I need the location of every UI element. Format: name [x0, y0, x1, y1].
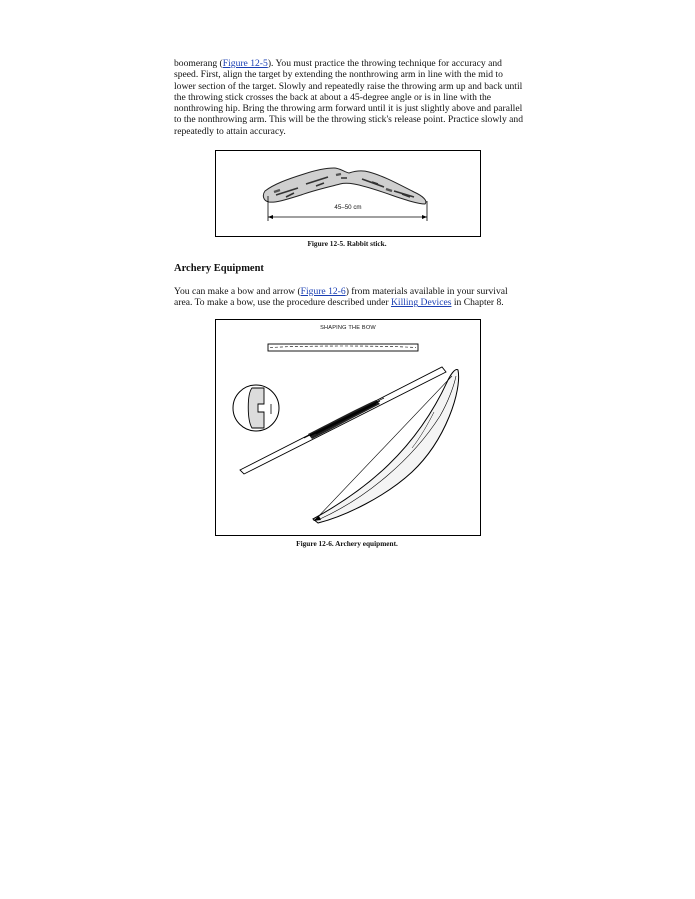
paragraph2-text-part2: ) from materials available in your survival area. To make a bow, use the procedure described under: [174, 286, 508, 309]
paragraph2-text-part3: in Chapter 8.: [451, 297, 504, 309]
killing-devices-link[interactable]: Killing Devices: [390, 297, 452, 309]
rabbit-stick-illustration: [216, 151, 480, 236]
rabbit-stick-figure: [215, 150, 481, 237]
paragraph-throwing-technique: [174, 58, 526, 137]
archery-equipment-figure: [215, 319, 481, 536]
paragraph-archery: [174, 286, 526, 309]
figure-12-6-link[interactable]: Figure 12-6: [300, 286, 346, 297]
paragraph2-text-part1: You can make a bow and arrow (: [174, 286, 301, 297]
paragraph1-text-start: boomerang (: [174, 58, 223, 69]
measurement-label: 45–50 cm: [334, 204, 362, 211]
paragraph1-text-rest: ). You must practice the throwing technique for accuracy and speed. First, align the target by extending the nonthrowing arm in line with the mid to lower section of the target. Slowly and repeatedly raise the throwing arm up and back until the throwing stick crosses the back at about a 45-degree angle or is in line with the nonthrowing hip. Bring the throwing arm forward until it is just slightly above and parallel to the nonthrowing arm. This will be the throwing stick's release point. Practice slowly and repeatedly to attain accuracy.: [174, 58, 523, 137]
section-heading: Archery Equipment: [174, 263, 264, 274]
figure-12-5-link[interactable]: Figure 12-5: [222, 58, 268, 69]
figure-12-6-caption: Figure 12-6. Archery equipment.: [296, 539, 398, 548]
shaping-the-bow-label: SHAPING THE BOW: [320, 325, 376, 331]
figure-12-5-caption: Figure 12-5. Rabbit stick.: [307, 239, 387, 248]
archery-illustration: [216, 320, 480, 535]
